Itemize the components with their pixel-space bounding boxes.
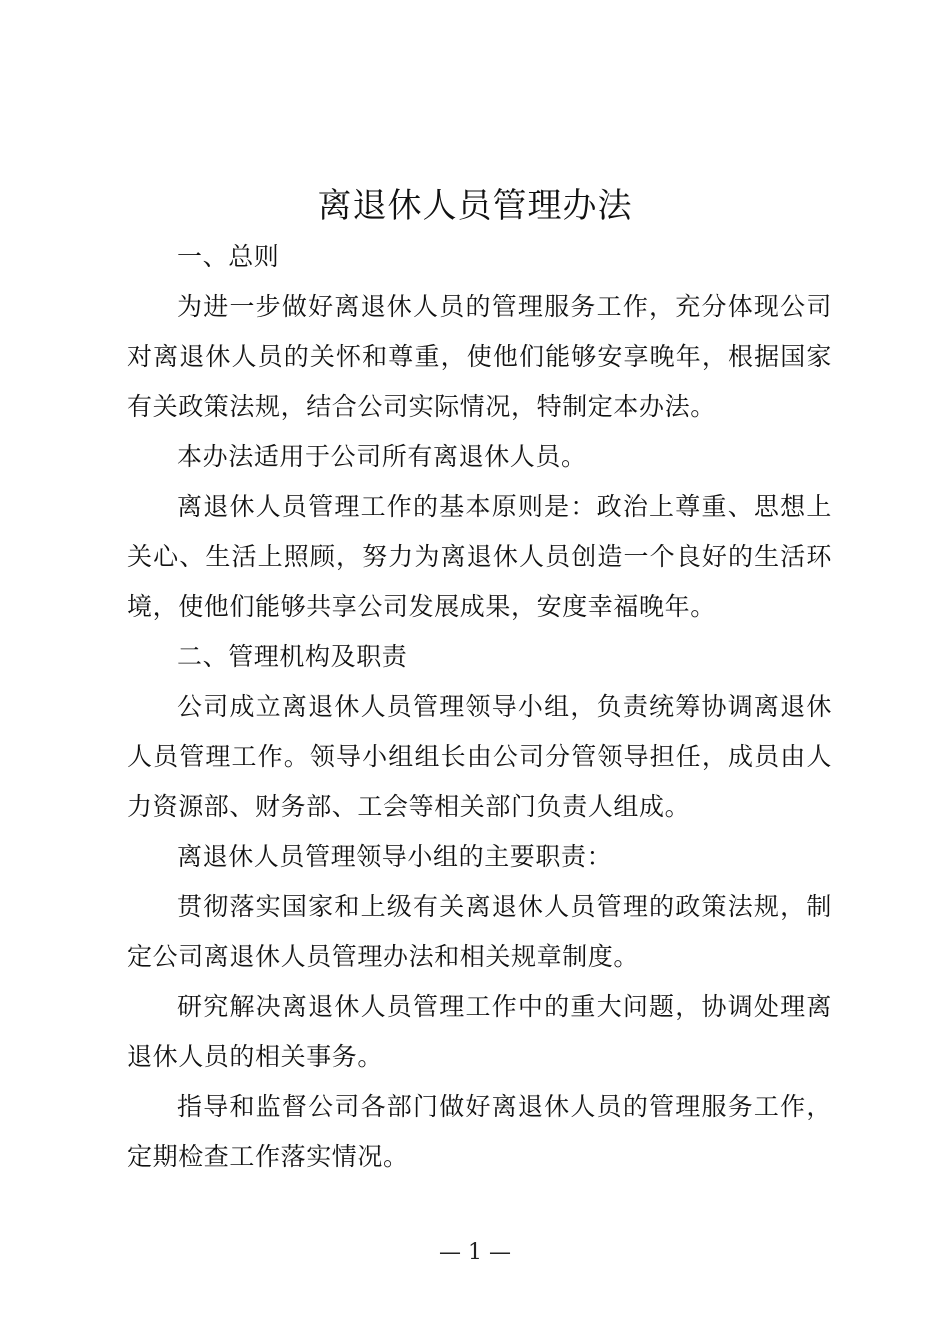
paragraph-leadership-group: 公司成立离退休人员管理领导小组，负责统筹协调离退休人员管理工作。领导小组组长由公司分管领导担任，成员由人力资源部、财务部、工会等相关部门负责人组成。 [127, 692, 832, 821]
paragraph-duty-policy: 贯彻落实国家和上级有关离退休人员管理的政策法规，制定公司离退休人员管理办法和相关规章制度。 [127, 892, 832, 971]
paragraph-duty-issues: 研究解决离退休人员管理工作中的重大问题，协调处理离退休人员的相关事务。 [127, 992, 832, 1071]
document-title: 离退休人员管理办法 [317, 186, 633, 226]
document-body [127, 232, 832, 1182]
section-heading-general: 一、总则 [177, 242, 280, 271]
page-number: — 1 — [439, 1240, 511, 1265]
section-heading-organization: 二、管理机构及职责 [177, 642, 408, 671]
paragraph-purpose: 为进一步做好离退休人员的管理服务工作，充分体现公司对离退休人员的关怀和尊重，使他们能够安享晚年，根据国家有关政策法规，结合公司实际情况，特制定本办法。 [127, 292, 832, 421]
paragraph-principles: 离退休人员管理工作的基本原则是：政治上尊重、思想上关心、生活上照顾，努力为离退休人员创造一个良好的生活环境，使他们能够共享公司发展成果，安度幸福晚年。 [127, 492, 832, 621]
paragraph-duty-supervision: 指导和监督公司各部门做好离退休人员的管理服务工作，定期检查工作落实情况。 [127, 1092, 832, 1171]
paragraph-duties-intro: 离退休人员管理领导小组的主要职责： [177, 842, 613, 871]
paragraph-scope: 本办法适用于公司所有离退休人员。 [177, 442, 587, 471]
